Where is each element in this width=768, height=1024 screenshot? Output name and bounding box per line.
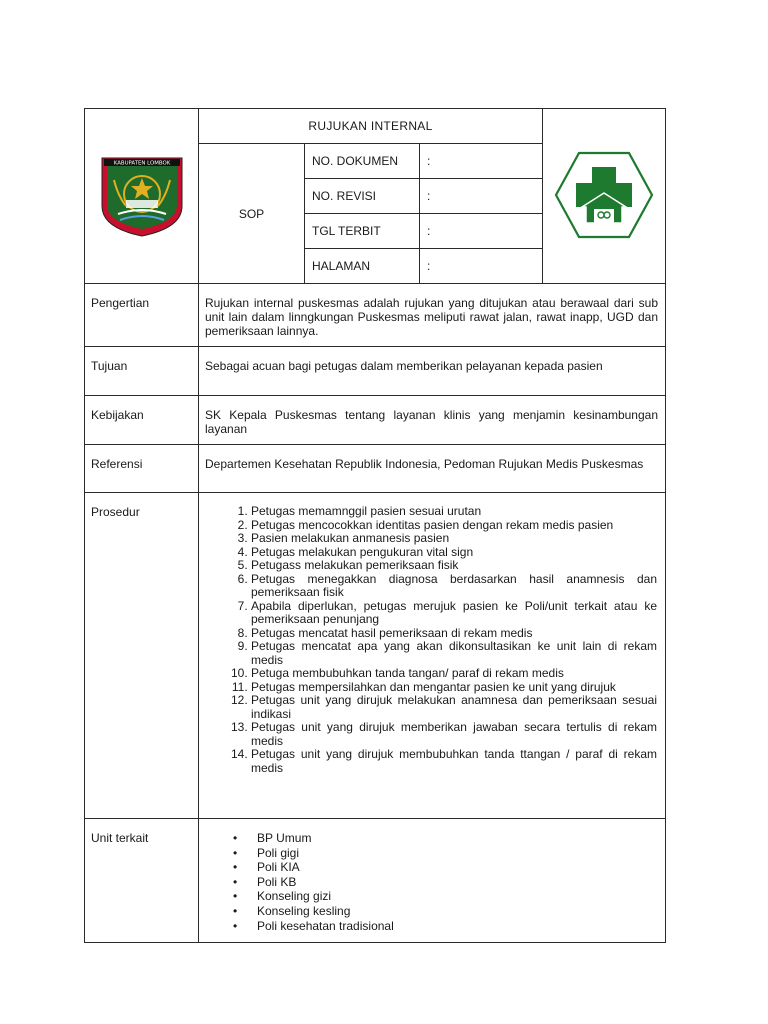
prosedur-label: Prosedur [85, 493, 199, 819]
unit-item: • Poli KB [233, 874, 297, 889]
pengertian-label: Pengertian [85, 284, 199, 347]
unit-terkait-label: Unit terkait [85, 819, 199, 943]
prosedur-step: 13. Petugas unit yang dirujuk memberikan jawaban secara tertulis di rekam medis [251, 721, 657, 748]
svg-text:KABUPATEN LOMBOK: KABUPATEN LOMBOK [113, 160, 170, 166]
prosedur-step: 12. Petugas unit yang dirujuk melakukan anamnesa dan pemeriksaan sesuai indikasi [251, 694, 657, 721]
prosedur-step: 6. Petugas menegakkan diagnosa berdasarkan hasil anamnesis dan pemeriksaan fisik [251, 573, 657, 600]
prosedur-step: 1. Petugas memamnggil pasien sesuai urutan [251, 505, 657, 519]
prosedur-step: 7. Apabila diperlukan, petugas merujuk pasien ke Poli/unit terkait atau ke pemeriksaan penunjang [251, 600, 657, 627]
referensi-label: Referensi [85, 445, 199, 493]
tujuan-text: Sebagai acuan bagi petugas dalam memberikan pelayanan kepada pasien [199, 347, 666, 396]
field-value-no-revisi: : [420, 179, 543, 214]
prosedur-step: 9. Petugas mencatat apa yang akan dikonsultasikan ke unit lain di rekam medis [251, 640, 657, 667]
prosedur-step: 8. Petugas mencatat hasil pemeriksaan di rekam medis [251, 627, 657, 641]
field-label-no-dokumen: NO. DOKUMEN [305, 144, 420, 179]
field-label-tgl-terbit: TGL TERBIT [305, 214, 420, 249]
tujuan-label: Tujuan [85, 347, 199, 396]
kebijakan-text: SK Kepala Puskesmas tentang layanan klinis yang menjamin kesinambungan layanan [199, 396, 666, 445]
prosedur-body [199, 493, 666, 819]
kebijakan-label: Kebijakan [85, 396, 199, 445]
prosedur-steps-list [205, 505, 657, 775]
prosedur-step: 3. Pasien melakukan anmanesis pasien [251, 532, 657, 546]
field-value-tgl-terbit: : [420, 214, 543, 249]
document-title: RUJUKAN INTERNAL [199, 109, 543, 144]
unit-item: • Konseling kesling [233, 903, 351, 918]
unit-item: • Poli gigi [233, 845, 300, 860]
field-value-no-dokumen: : [420, 144, 543, 179]
prosedur-step: 2. Petugas mencocokkan identitas pasien dengan rekam medis pasien [251, 519, 657, 533]
field-label-halaman: HALAMAN [305, 249, 420, 284]
prosedur-step: 14. Petugas unit yang dirujuk membubuhkan tanda ttangan / paraf di rekam medis [251, 748, 657, 775]
puskesmas-logo-icon [554, 149, 654, 241]
pengertian-text: Rujukan internal puskesmas adalah rujukan yang ditujukan atau berawaal dari sub unit lain dalam linngkungan Puskesmas meliputi rawat jalan, rawat inapp, UGD dan pemeriksaan lainnya. [199, 284, 666, 347]
sop-label: SOP [199, 144, 305, 284]
prosedur-step: 4. Petugas melakukan pengukuran vital sign [251, 546, 657, 560]
prosedur-step: 11. Petugas mempersilahkan dan mengantar pasien ke unit yang dirujuk [251, 681, 657, 695]
regency-emblem-icon [96, 150, 188, 240]
unit-terkait-list [205, 831, 658, 933]
unit-item: • Poli kesehatan tradisional [233, 918, 394, 933]
puskesmas-logo-cell [543, 109, 666, 284]
unit-terkait-body [199, 819, 666, 943]
sop-document-table [84, 108, 666, 943]
unit-item: • Poli KIA [233, 860, 300, 875]
unit-item: • BP Umum [233, 831, 312, 845]
field-label-no-revisi: NO. REVISI [305, 179, 420, 214]
referensi-text: Departemen Kesehatan Republik Indonesia, Pedoman Rujukan Medis Puskesmas [199, 445, 666, 493]
regency-logo-cell [85, 109, 199, 284]
field-value-halaman: : [420, 249, 543, 284]
unit-item: • Konseling gizi [233, 889, 332, 904]
prosedur-step: 5. Petugass melakukan pemeriksaan fisik [251, 559, 657, 573]
prosedur-step: 10. Petuga membubuhkan tanda tangan/ paraf di rekam medis [251, 667, 657, 681]
